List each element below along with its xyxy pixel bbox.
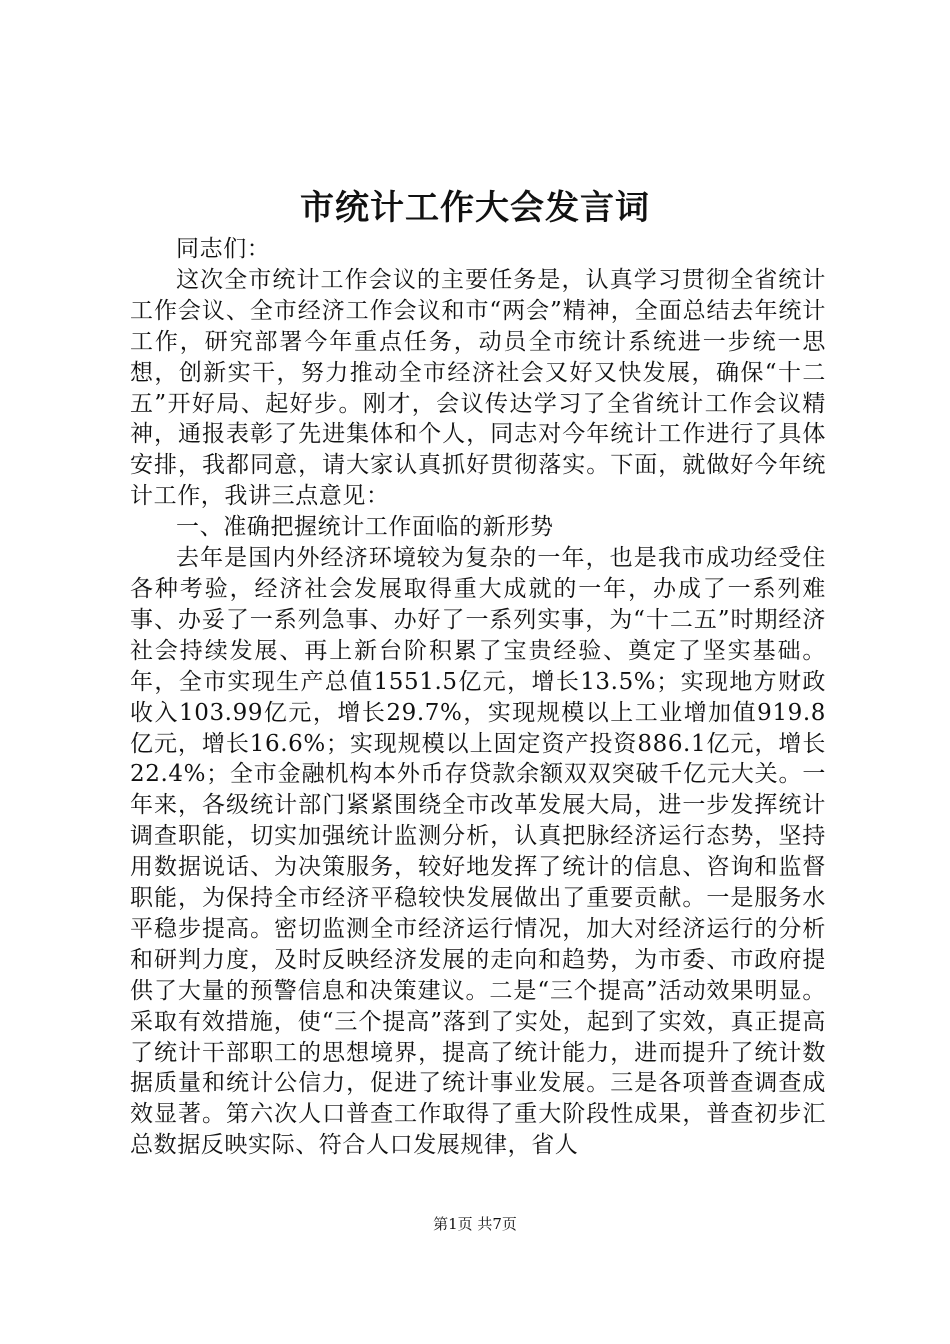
salutation: 同志们：: [176, 236, 271, 262]
section-heading-1: 一、准确把握统计工作面临的新形势: [176, 514, 554, 541]
page-footer: 第1页 共7页: [433, 1215, 517, 1233]
paragraph-review: 去年是国内外经济环境较为复杂的一年，也是我市成功经受住各种考验，经济社会发展取得重大成就的一年，办成了一系列难事、办妥了一系列急事、办好了一系列实事，为“十二五”时期经济社会持续发展、再上新台阶积累了宝贵经验、奠定了坚实基础。年，全市实现生产总值1551.5亿元，增长13.5%；实现地方财政收入103.99亿元，增长29.7%，实现规模以上工业增加值919.8亿元，增长16.6%；实现规模以上固定资产投资886.1亿元，增长22.4%；全市金融机构本外币存贷款余额双双突破千亿元大关。一年来，各级统计部门紧紧围绕全市改革发展大局，进一步发挥统计调查职能，切实加强统计监测分析，认真把脉经济运行态势，坚持用数据说话、为决策服务，较好地发挥了统计的信息、咨询和监督职能，为保持全市经济平稳较快发展做出了重要贡献。一是服务水平稳步提高。密切监测全市经济运行情况，加大对经济运行的分析和研判力度，及时反映经济发展的走向和趋势，为市委、市政府提供了大量的预警信息和决策建议。二是“三个提高”活动效果明显。采取有效措施，使“三个提高”落到了实处，起到了实效，真正提高了统计干部职工的思想境界，提高了统计能力，进而提升了统计数据质量和统计公信力，促进了统计事业发展。三是各项普查调查成效显著。第六次人口普查工作取得了重大阶段性成果，普查初步汇总数据反映实际、符合人口发展规律，省人: [130, 545, 826, 1159]
paragraph-intro: 这次全市统计工作会议的主要任务是，认真学习贯彻全省统计工作会议、全市经济工作会议和市“两会”精神，全面总结去年统计工作，研究部署今年重点任务，动员全市统计系统进一步统一思想，创新实干，努力推动全市经济社会又好又快发展，确保“十二五”开好局、起好步。刚才，会议传达学习了全省统计工作会议精神，通报表彰了先进集体和个人，同志对今年统计工作进行了具体安排，我都同意，请大家认真抓好贯彻落实。下面，就做好今年统计工作，我讲三点意见：: [130, 266, 826, 510]
page-title: 市统计工作大会发言词: [300, 188, 650, 228]
document-body: [130, 234, 826, 1161]
